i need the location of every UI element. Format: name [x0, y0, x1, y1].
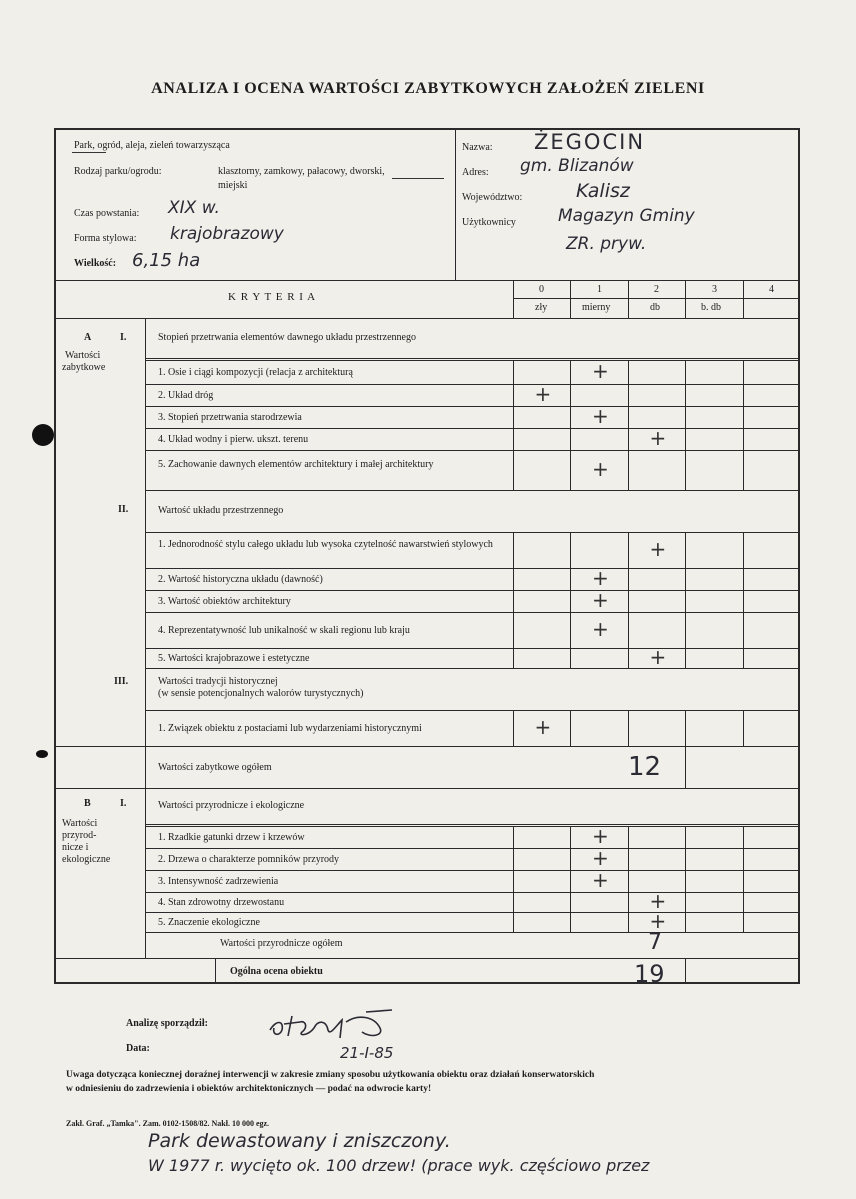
section-b-total-value: 7: [648, 930, 662, 955]
note-line-2: w odniesieniu do zadrzewienia i obiektów architektonicznych — podać na odwrocie karty!: [66, 1084, 432, 1094]
row-divider: [145, 710, 798, 711]
row-divider: [145, 360, 798, 361]
score-mark: +: [592, 846, 609, 870]
cell-divider: [743, 710, 744, 746]
scale-column-divider: [628, 280, 629, 318]
cell-divider: [685, 406, 686, 428]
note-line-1: Uwaga dotycząca koniecznej doraźnej interwencji w zakresie zmiany sposobu użytkowania obiektu oraz działań konserwatorskich: [66, 1070, 595, 1080]
address-value: gm. Blizanów: [520, 156, 634, 176]
score-mark: +: [592, 824, 609, 848]
object-type-line: Park, ogród, aleja, zieleń towarzysząca: [74, 140, 230, 151]
section-a-total-label: Wartości zabytkowe ogółem: [158, 762, 272, 773]
users-label: Użytkownicy: [462, 217, 516, 228]
cell-divider: [513, 612, 514, 648]
criterion-text: 2. Wartość historyczna układu (dawność): [158, 573, 323, 585]
punch-hole: [32, 424, 54, 446]
cell-divider: [513, 870, 514, 892]
row-divider: [145, 912, 798, 913]
score-mark: +: [592, 588, 609, 612]
scale-number-1: 1: [597, 284, 602, 295]
cell-divider: [685, 360, 686, 384]
scale-number-4: 4: [769, 284, 774, 295]
cell-divider: [743, 568, 744, 590]
row-divider: [145, 450, 798, 451]
scale-number-0: 0: [539, 284, 544, 295]
overall-label: Ogólna ocena obiektu: [230, 966, 323, 977]
handwritten-note-1: Park dewastowany i zniszczony.: [148, 1130, 451, 1152]
criterion-text: 5. Zachowanie dawnych elementów architektury i małej architektury: [158, 459, 434, 470]
criterion-text: 1. Związek obiektu z postaciami lub wydarzeniami historycznymi: [158, 722, 422, 734]
voivodeship-value: Kalisz: [576, 180, 630, 202]
cell-divider: [743, 826, 744, 848]
cell-divider: [743, 848, 744, 870]
group3-subtitle: (w sensie potencjonalnych walorów turystycznych): [158, 688, 364, 699]
section-a-letter: A: [84, 332, 92, 343]
criterion-text: 3. Stopień przetrwania starodrzewia: [158, 411, 302, 423]
scale-word-mierny: mierny: [582, 302, 611, 313]
criterion-text: 4. Układ wodny i pierw. ukszt. terenu: [158, 433, 309, 445]
criteria-label: K R Y T E R I A: [228, 291, 317, 303]
scale-word-zly: zły: [535, 302, 548, 313]
group2-roman: II.: [118, 504, 129, 515]
criterion-text: 4. Stan zdrowotny drzewostanu: [158, 896, 285, 908]
row-divider: [145, 746, 798, 747]
group2-title: Wartość układu przestrzennego: [158, 505, 284, 516]
group1-title-bottom: [145, 358, 798, 359]
cell-divider: [628, 612, 629, 648]
cell-divider: [513, 568, 514, 590]
score-mark: +: [592, 359, 609, 383]
cell-divider: [570, 870, 571, 892]
cell-divider: [743, 450, 744, 490]
cell-divider: [628, 428, 629, 450]
cell-divider: [685, 532, 686, 568]
cell-divider: [685, 848, 686, 870]
score-mark: +: [592, 566, 609, 590]
scale-word-bdb: b. db: [701, 302, 721, 313]
era-value: XIX w.: [168, 198, 220, 218]
score-mark: +: [534, 715, 552, 739]
criterion-text: 2. Drzewa o charakterze pomników przyrody: [158, 853, 340, 865]
cell-divider: [743, 406, 744, 428]
handwritten-note-2: W 1977 r. wycięto ok. 100 drzew! (prace wyk. częściowo przez: [148, 1156, 650, 1175]
section-column-divider-a: [145, 318, 146, 788]
cell-divider: [743, 648, 744, 668]
scale-word-db: db: [650, 302, 660, 313]
park-kind-label: Rodzaj parku/ogrodu:: [74, 166, 162, 177]
cell-divider: [513, 406, 514, 428]
cell-divider: [513, 590, 514, 612]
score-mark: +: [649, 426, 667, 450]
name-value: ŻEGOCIN: [534, 130, 646, 154]
cell-divider: [570, 360, 571, 384]
cell-divider: [628, 892, 629, 912]
users-value-1: Magazyn Gminy: [558, 206, 695, 226]
cell-divider: [570, 428, 571, 450]
cell-divider: [513, 532, 514, 568]
cell-divider: [628, 826, 629, 848]
cell-divider: [628, 710, 629, 746]
score-mark: +: [649, 909, 667, 933]
row-divider: [145, 590, 798, 591]
cell-divider: [628, 912, 629, 932]
row-divider: [145, 568, 798, 569]
cell-divider: [628, 384, 629, 406]
score-mark: +: [592, 457, 609, 481]
score-mark: +: [649, 537, 667, 561]
cell-divider: [570, 648, 571, 668]
section-b-group-title: Wartości przyrodnicze i ekologiczne: [158, 800, 305, 811]
name-label: Nazwa:: [462, 142, 493, 153]
cell-divider: [685, 892, 686, 912]
cell-divider: [685, 648, 686, 668]
cell-divider: [513, 450, 514, 490]
park-kind-options: klasztorny, zamkowy, pałacowy, dworski,: [218, 166, 385, 177]
users-value-2: ZR. pryw.: [566, 234, 647, 254]
cell-divider: [685, 710, 686, 746]
signature: [262, 1006, 402, 1042]
section-a-bottom: [56, 788, 798, 789]
row-divider: [145, 892, 798, 893]
scale-number-2: 2: [654, 284, 659, 295]
row-divider: [145, 932, 798, 933]
cell-divider: [685, 870, 686, 892]
section-a-total-value: 12: [628, 752, 662, 782]
cell-divider: [628, 648, 629, 668]
cell-divider: [570, 710, 571, 746]
scale-column-divider: [513, 280, 514, 318]
row-divider: [145, 490, 798, 491]
size-value: 6,15 ha: [132, 250, 201, 271]
style-label: Forma stylowa:: [74, 233, 137, 244]
cell-divider: [743, 590, 744, 612]
score-mark: +: [592, 404, 609, 428]
score-mark: +: [592, 617, 609, 641]
overall-value: 19: [634, 960, 665, 988]
scale-column-divider: [570, 280, 571, 318]
criterion-text: 5. Znaczenie ekologiczne: [158, 916, 260, 928]
row-divider: [145, 826, 798, 827]
row-divider: [145, 428, 798, 429]
cell-divider: [685, 590, 686, 612]
section-a-roman: I.: [120, 332, 127, 343]
cell-divider: [570, 450, 571, 490]
header-divider: [455, 130, 456, 280]
criterion-text: 3. Intensywność zadrzewienia: [158, 875, 279, 887]
date-label: Data:: [126, 1043, 150, 1054]
overall-left-divider: [215, 958, 216, 984]
cell-divider: [685, 384, 686, 406]
section-b-letter: B: [84, 798, 91, 809]
cell-divider: [743, 892, 744, 912]
cell-divider: [685, 428, 686, 450]
row-divider: [145, 384, 798, 385]
row-divider: [145, 612, 798, 613]
cell-divider: [513, 360, 514, 384]
cell-divider: [743, 532, 744, 568]
criterion-text: 4. Reprezentatywność lub unikalność w skali regionu lub kraju: [158, 624, 410, 636]
cell-divider: [570, 384, 571, 406]
section-b-bottom: [56, 958, 798, 959]
cell-divider: [513, 892, 514, 912]
row-divider: [145, 532, 798, 533]
cell-divider: [570, 568, 571, 590]
section-b-name-2: przyrod-: [62, 830, 97, 841]
dworski-underline: [392, 178, 444, 179]
park-underline: [72, 152, 106, 153]
address-label: Adres:: [462, 167, 489, 178]
cell-divider: [570, 532, 571, 568]
cell-divider: [513, 428, 514, 450]
cell-divider: [743, 360, 744, 384]
cell-divider: [570, 590, 571, 612]
section-b-name-3: nicze i: [62, 842, 89, 853]
style-value: krajobrazowy: [170, 224, 284, 244]
scale-column-divider: [685, 280, 686, 318]
criterion-text: 2. Układ dróg: [158, 389, 214, 401]
punch-hole-small: [36, 750, 48, 758]
row-divider: [145, 406, 798, 407]
row-divider: [145, 648, 798, 649]
cell-divider: [685, 450, 686, 490]
cell-divider: [628, 406, 629, 428]
cell-divider: [513, 648, 514, 668]
score-mark: +: [649, 645, 667, 669]
header-bottom-line: [56, 280, 798, 281]
cell-divider: [513, 848, 514, 870]
group1-title: Stopień przetrwania elementów dawnego układu przestrzennego: [158, 332, 416, 343]
cell-divider: [570, 826, 571, 848]
cell-divider: [743, 384, 744, 406]
cell-divider: [628, 590, 629, 612]
cell-divider: [628, 870, 629, 892]
cell-divider: [743, 428, 744, 450]
criterion-text: 1. Jednorodność stylu całego układu lub wysoka czytelność nawarstwień stylowych: [158, 539, 493, 550]
section-b-roman: I.: [120, 798, 127, 809]
cell-divider: [513, 826, 514, 848]
criterion-text: 1. Osie i ciągi kompozycji (relacja z architekturą: [158, 366, 353, 378]
era-label: Czas powstania:: [74, 208, 140, 219]
section-b-name-1: Wartości: [62, 818, 98, 829]
cell-divider: [628, 568, 629, 590]
cell-divider: [685, 568, 686, 590]
cell-divider: [570, 892, 571, 912]
cell-divider: [513, 710, 514, 746]
score-mark: +: [649, 889, 667, 913]
cell-divider: [743, 912, 744, 932]
cell-divider: [570, 406, 571, 428]
section-b-name-4: ekologiczne: [62, 854, 111, 865]
printer-info: Zakł. Graf. „Tamka". Zam. 0102-1508/82. Nakł. 10 000 egz.: [66, 1119, 270, 1128]
scale-number-3: 3: [712, 284, 717, 295]
cell-divider: [570, 848, 571, 870]
size-label: Wielkość:: [74, 258, 117, 269]
analysis-label: Analizę sporządził:: [126, 1018, 208, 1029]
group3-roman: III.: [114, 676, 129, 687]
cell-divider: [628, 848, 629, 870]
date-value: 21-I-85: [340, 1044, 394, 1062]
cell-divider: [685, 912, 686, 932]
cell-divider: [685, 826, 686, 848]
park-kind-options-2: miejski: [218, 180, 248, 191]
section-a-name-1: Wartości: [65, 350, 101, 361]
group3-title: Wartości tradycji historycznej: [158, 676, 278, 687]
row-divider: [145, 848, 798, 849]
cell-divider: [513, 384, 514, 406]
cell-divider: [743, 612, 744, 648]
criterion-text: 1. Rzadkie gatunki drzew i krzewów: [158, 831, 305, 843]
criterion-text: 5. Wartości krajobrazowe i estetyczne: [158, 652, 310, 664]
page-title: ANALIZA I OCENA WARTOŚCI ZABYTKOWYCH ZAŁOŻEŃ ZIELENI: [151, 80, 705, 97]
criteria-header-bottom: [56, 318, 798, 319]
cell-divider: [743, 870, 744, 892]
row-divider: [145, 870, 798, 871]
scale-header-mid-line: [513, 298, 798, 299]
cell-divider: [628, 532, 629, 568]
section-b-group-title-bottom: [145, 824, 798, 825]
scale-column-divider: [743, 280, 744, 318]
section-b-total-label: Wartości przyrodnicze ogółem: [220, 938, 343, 949]
cell-divider: [628, 360, 629, 384]
cell-divider: [685, 612, 686, 648]
section-a-total-divider: [685, 746, 686, 788]
criterion-text: 3. Wartość obiektów architektury: [158, 595, 291, 607]
score-mark: +: [592, 868, 609, 892]
cell-divider: [513, 912, 514, 932]
cell-divider: [570, 612, 571, 648]
score-mark: +: [534, 382, 552, 406]
voivodeship-label: Województwo:: [462, 192, 523, 203]
group3-title-top: [145, 668, 798, 669]
section-a-name-2: zabytkowe: [62, 362, 106, 373]
cell-divider: [570, 912, 571, 932]
overall-right-divider: [685, 958, 686, 984]
cell-divider: [628, 450, 629, 490]
